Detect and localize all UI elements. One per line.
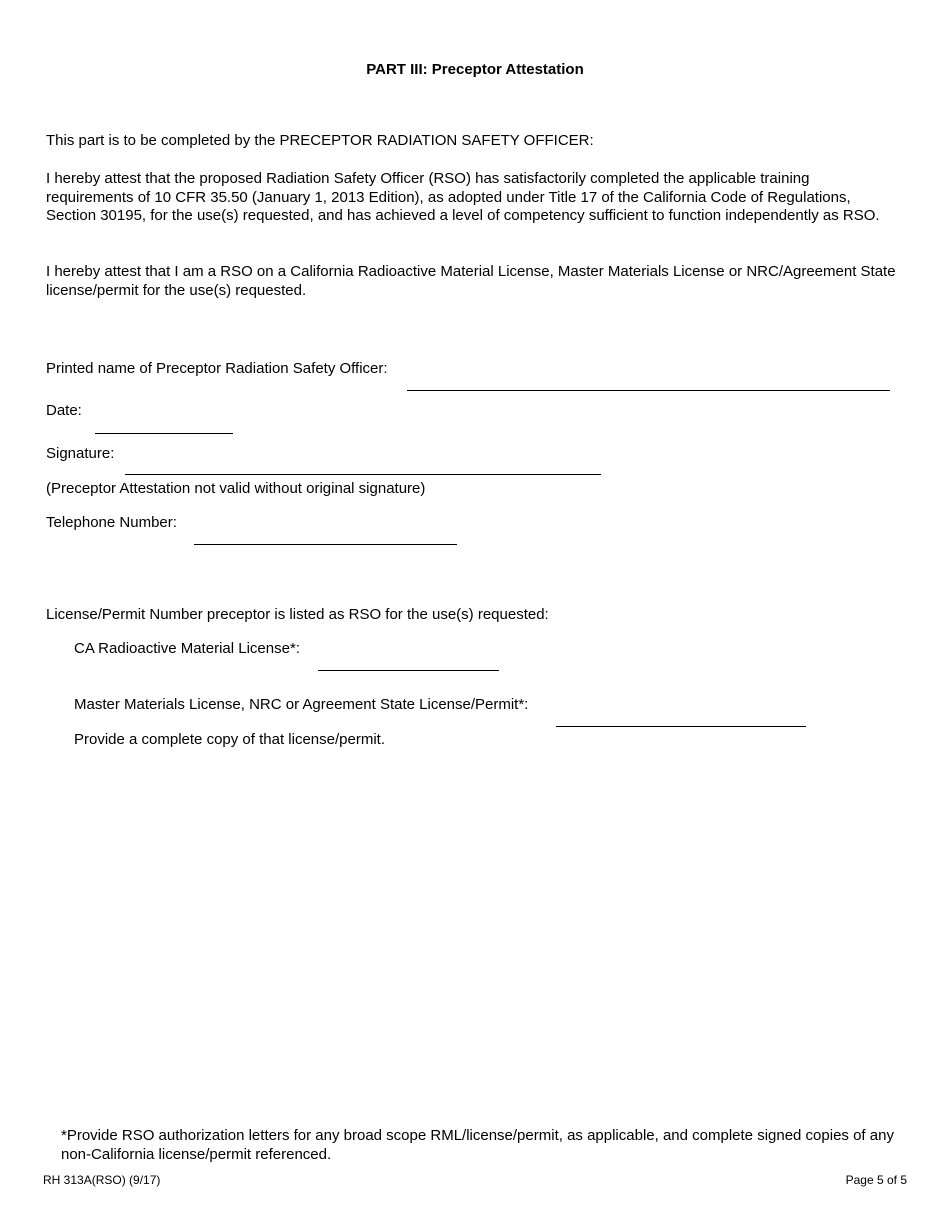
license-heading: License/Permit Number preceptor is listed as RSO for the use(s) requested: (46, 606, 549, 623)
signature-note: (Preceptor Attestation not valid without original signature) (46, 480, 426, 497)
telephone-field[interactable] (196, 523, 455, 543)
page-number: Page 5 of 5 (845, 1173, 907, 1187)
signature-field[interactable] (127, 453, 599, 473)
date-underline (95, 433, 233, 434)
attestation-paragraph-1: I hereby attest that the proposed Radiation Safety Officer (RSO) has satisfactorily completed the applicable training requirements of 10 CFR 35.50 (January 1, 2013 Edition), as adopted under Title 17 of the California Code of Regulations, Section 30195, for the use(s) requested, and has achieved a level of competency sufficient to function independently as RSO. (46, 170, 880, 224)
page-title: PART III: Preceptor Attestation (366, 61, 584, 78)
telephone-label: Telephone Number: (46, 514, 177, 531)
master-license-underline (556, 726, 806, 727)
master-license-label: Master Materials License, NRC or Agreement State License/Permit*: (74, 696, 529, 713)
ca-license-underline (318, 670, 499, 671)
footnote: *Provide RSO authorization letters for any broad scope RML/license/permit, as applicable, and complete signed copies of any non-California license/permit referenced. (61, 1127, 894, 1163)
attestation-paragraph-2: I hereby attest that I am a RSO on a California Radioactive Material License, Master Materials License or NRC/Agreement State license/permit for the use(s) requested. (46, 263, 896, 299)
date-label: Date: (46, 402, 82, 419)
license-copy-note: Provide a complete copy of that license/permit. (74, 731, 385, 748)
signature-underline (125, 474, 601, 475)
intro-text: This part is to be completed by the PRECEPTOR RADIATION SAFETY OFFICER: (46, 132, 594, 149)
printed-name-underline (407, 390, 890, 391)
telephone-underline (194, 544, 457, 545)
signature-label: Signature: (46, 445, 115, 462)
date-field[interactable] (97, 412, 231, 432)
form-id: RH 313A(RSO) (9/17) (43, 1173, 161, 1187)
printed-name-label: Printed name of Preceptor Radiation Safety Officer: (46, 360, 388, 377)
printed-name-field[interactable] (410, 369, 888, 389)
ca-license-label: CA Radioactive Material License*: (74, 640, 300, 657)
ca-license-field[interactable] (320, 649, 497, 669)
master-license-field[interactable] (558, 705, 804, 725)
